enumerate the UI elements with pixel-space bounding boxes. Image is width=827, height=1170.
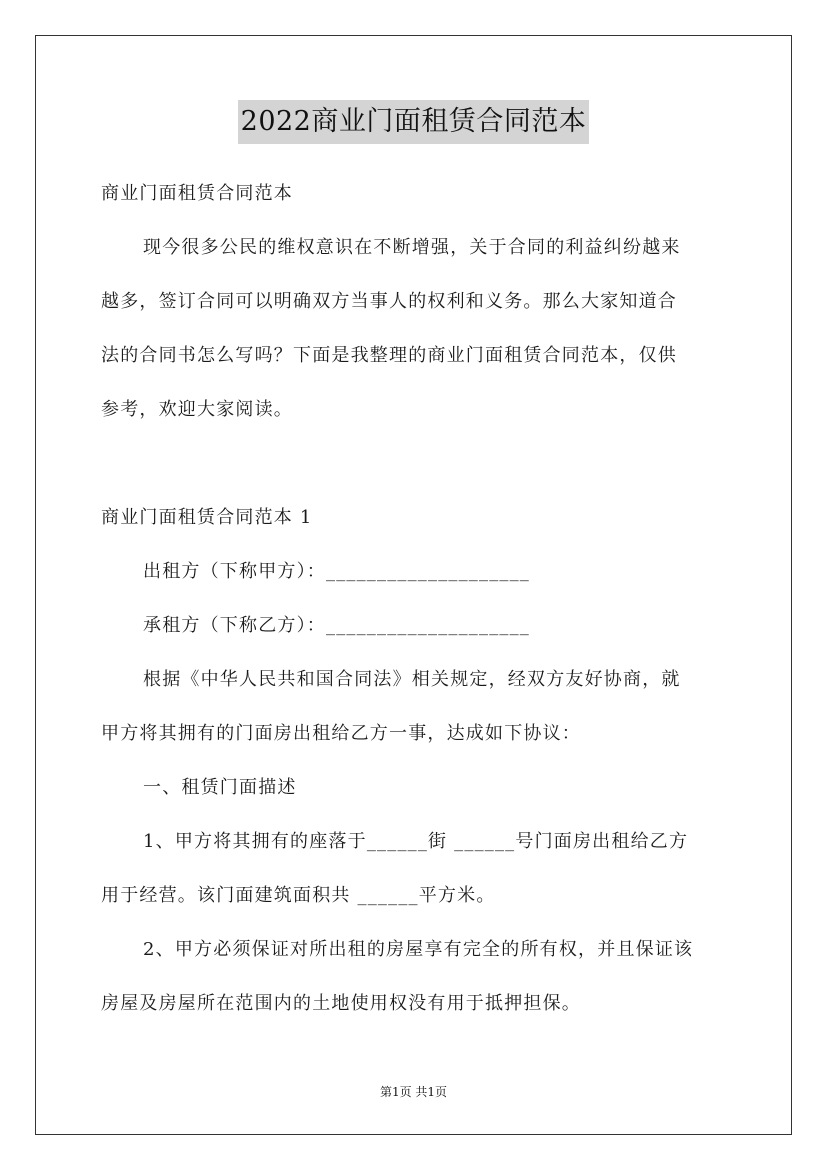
document-title: 2022商业门面租赁合同范本	[238, 100, 590, 144]
clause-heading: 一、租赁门面描述	[143, 777, 297, 798]
paragraph-line: 法的合同书怎么写吗？下面是我整理的商业门面租赁合同范本，仅供	[101, 345, 677, 366]
paragraph-line: 现今很多公民的维权意识在不断增强，关于合同的利益纠纷越来	[143, 237, 681, 258]
paragraph-line: 越多，签订合同可以明确双方当事人的权利和义务。那么大家知道合	[101, 291, 677, 312]
paragraph-line: 参考，欢迎大家阅读。	[101, 399, 293, 420]
lessee-field-line: 承租方（下称乙方）：____________________	[143, 615, 530, 636]
page-footer: 第1页 共1页	[379, 1085, 448, 1099]
lessor-field-line: 出租方（下称甲方）：____________________	[143, 561, 530, 582]
clause-line: 2、甲方必须保证对所出租的房屋享有完全的所有权，并且保证该	[143, 939, 694, 960]
clause-line: 房屋及房屋所在范围内的土地使用权没有用于抵押担保。	[101, 993, 581, 1014]
paragraph-line: 根据《中华人民共和国合同法》相关规定，经双方友好协商，就	[143, 669, 681, 690]
title-container	[0, 100, 827, 144]
clause-line: 1、甲方将其拥有的座落于______街 ______号门面房出租给乙方	[143, 831, 689, 852]
section-heading: 商业门面租赁合同范本 1	[101, 507, 313, 528]
paragraph-line: 甲方将其拥有的门面房出租给乙方一事，达成如下协议：	[101, 723, 581, 744]
clause-line: 用于经营。该门面建筑面积共 ______平方米。	[101, 885, 496, 906]
section-heading: 商业门面租赁合同范本	[101, 183, 293, 204]
